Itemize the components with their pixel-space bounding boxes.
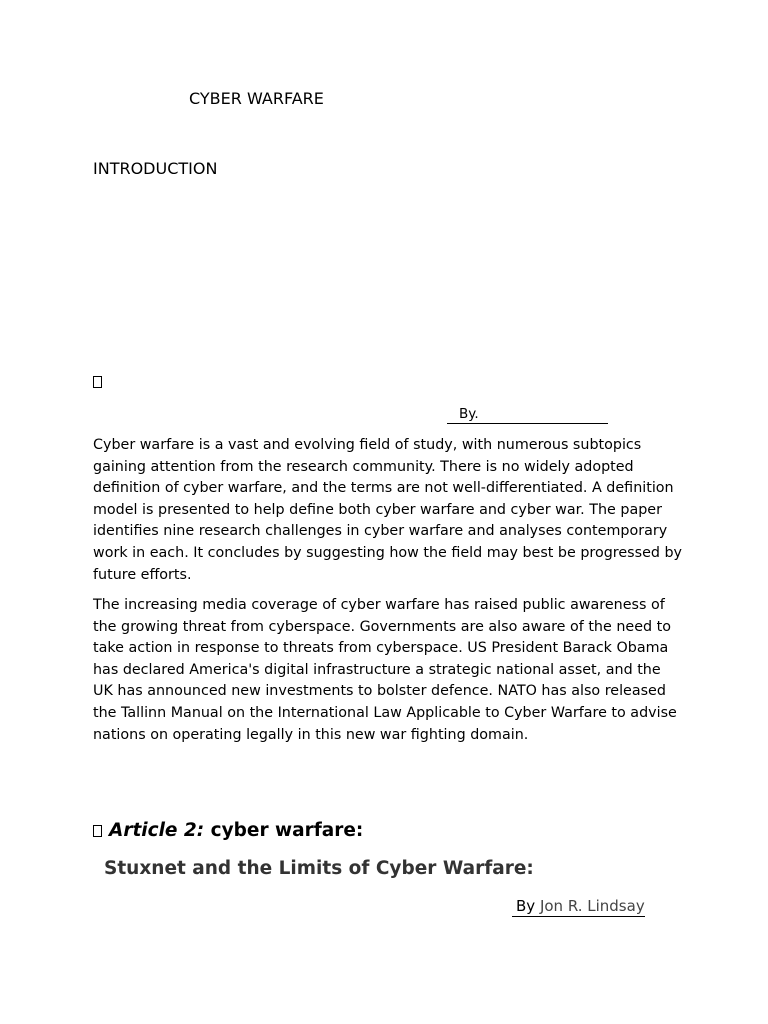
author-prefix: By — [516, 897, 536, 915]
paragraph-abstract: Cyber warfare is a vast and evolving field of study, with numerous subtopics gaining attention from the research community. There is no widely adopted definition of cyber warfare, and the terms are not well-differentiated. A definition model is presented to help define both cyber warfare and cyber war. The paper identifies nine research challenges in cyber warfare and analyses contemporary work in each. It concludes by suggesting how the field may best be progressed by future efforts. — [93, 437, 683, 583]
article-topic: cyber warfare: — [210, 820, 364, 841]
missing-glyph-icon — [93, 825, 102, 837]
missing-glyph-icon — [93, 376, 102, 388]
by-label: By. — [459, 406, 479, 422]
paragraph-background: The increasing media coverage of cyber warfare has raised public awareness of the growing threat from cyberspace. Governments are also aware of the need to take action in response to threats from cyberspace. US President Barack Obama has declared America's digital infrastructure a strategic national asset, and the UK has announced new investments to bolster defence. NATO has also released the Tallinn Manual on the International Law Applicable to Cyber Warfare to advise nations on operating legally in this new war fighting domain. — [93, 597, 677, 743]
author-line — [512, 896, 645, 917]
article-heading — [109, 819, 363, 843]
by-line — [447, 405, 608, 424]
document-title: CYBER WARFARE — [189, 89, 324, 108]
article-subtitle: Stuxnet and the Limits of Cyber Warfare: — [104, 858, 534, 879]
introduction-heading: INTRODUCTION — [93, 159, 218, 178]
article-label: Article 2: — [109, 820, 205, 841]
author-name: Jon R. Lindsay — [539, 897, 645, 915]
